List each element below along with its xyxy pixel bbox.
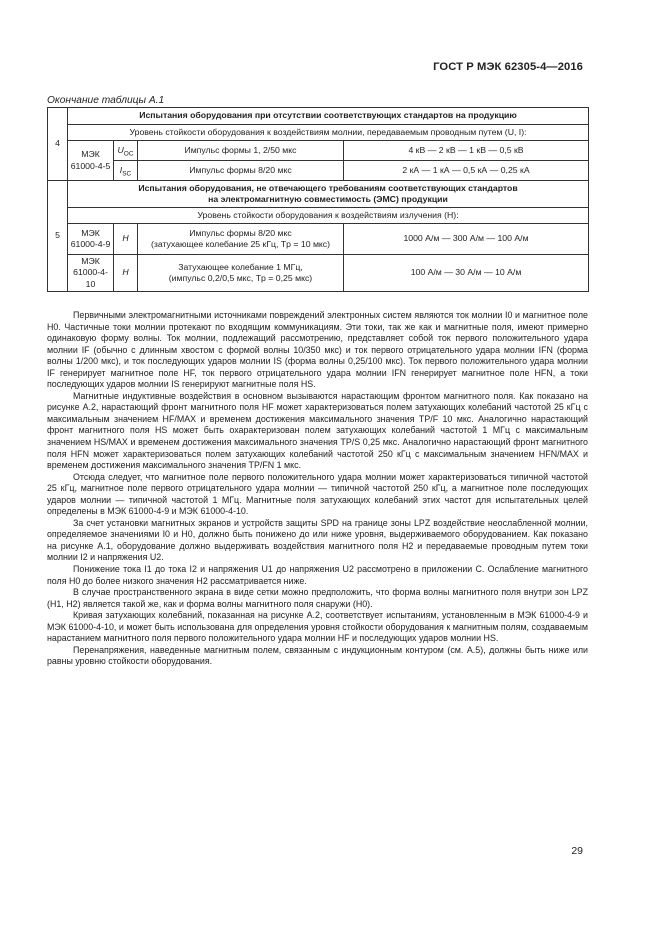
table-row bbox=[48, 224, 589, 255]
body-text bbox=[47, 310, 588, 668]
table-row bbox=[48, 125, 589, 141]
values-cell: 1000 А/м — 300 А/м — 100 А/м bbox=[344, 224, 589, 255]
symbol-cell: H bbox=[114, 224, 138, 255]
symbol-cell: $I_{SC}$ bbox=[114, 161, 138, 181]
paragraph: За счет установки магнитных экранов и устройств защиты SPD на границе зоны LPZ воздействие неослабленной молнии, определяемое значениями I0 и H0, должно быть понижено до или ниже уровня, выдерживаемого оборудованием. Как показано на рисунке А.1, оборудование должно выдерживать воздействия магнитного поля H2 и передаваемые проводным путем токи молнии I2 и напряжения U2. bbox=[47, 517, 588, 563]
page-number: 29 bbox=[571, 845, 583, 857]
standards-table bbox=[47, 107, 589, 292]
table-row bbox=[48, 208, 589, 224]
standard-cell: МЭК 61000-4-9 bbox=[68, 224, 114, 255]
values-cell: 100 А/м — 30 А/м — 10 А/м bbox=[344, 255, 589, 292]
paragraph: Кривая затухающих колебаний, показанная на рисунке А.2, соответствует испытаниям, установленным в МЭК 61000-4-9 и МЭК 61000-4-10, и может быть использована для определения уровня стойкости оборудования к магнитным полям, создаваемым нарастанием магнитного поля первого положительного удара молнии HF и последующих ударов молнии HS. bbox=[47, 610, 588, 644]
section-title: Испытания оборудования при отсутствии соответствующих стандартов на продукцию bbox=[68, 108, 589, 125]
table-row bbox=[48, 181, 589, 208]
table-row bbox=[48, 108, 589, 125]
paragraph: В случае пространственного экрана в виде сетки можно предположить, что форма волны магнитного поля внутри зон LPZ (H1, H2) является такой же, как и форма волны магнитного поля снаружи (H0). bbox=[47, 587, 588, 609]
test-cell: Импульс формы 8/20 мкс bbox=[138, 161, 344, 181]
standard-cell: МЭК 61000-4-10 bbox=[68, 255, 114, 292]
paragraph: Перенапряжения, наведенные магнитным полем, связанным с индукционным контуром (см. А.5), должны быть ниже или равны уровню стойкости оборудования. bbox=[47, 644, 588, 667]
symbol-cell: H bbox=[114, 255, 138, 292]
section-title: Испытания оборудования, не отвечающего требованиям соответствующих стандартов на электромагнитную совместимость (ЭМС) продукции bbox=[68, 181, 589, 208]
section-subtitle: Уровень стойкости оборудования к воздействиям излучения (H): bbox=[68, 208, 589, 224]
symbol-cell: $U_{OC}$ bbox=[114, 141, 138, 161]
values-cell: 2 кА — 1 кА — 0,5 кА — 0,25 кА bbox=[344, 161, 589, 181]
standard-cell: МЭК 61000-4-5 bbox=[68, 141, 114, 181]
section-number: 5 bbox=[48, 181, 68, 292]
paragraph: Понижение тока I1 до тока I2 и напряжения U1 до напряжения U2 рассмотрено в приложении С. Ослабление магнитного поля H0 до более низкого значения H2 рассматривается ниже. bbox=[47, 564, 588, 586]
table-row bbox=[48, 161, 589, 181]
test-cell: Импульс формы 1, 2/50 мкс bbox=[138, 141, 344, 161]
document-header: ГОСТ Р МЭК 62305-4—2016 bbox=[433, 61, 583, 73]
section-number: 4 bbox=[48, 108, 68, 181]
table-row bbox=[48, 255, 589, 292]
paragraph: Магнитные индуктивные воздействия в основном вызываются нарастающим фронтом магнитного поля. Как показано на рисунке А.2, нарастающий фронт магнитного поля HF может характеризоваться полем затухающих колебаний частотой 25 кГц с максимальным значением HF/MAX и временем достижения максимального значения TP/F 10 мкс. Аналогично нарастающий фронт магнитного поля HS может быть охарактеризован полем затухающих колебаний частотой 1 МГц с максимальным значением HS/MAX и временем достижения максимального значения TP/S 0,25 мкс. Аналогично нарастающий фронт магнитного поля HFN может характеризоваться полем затухающих колебаний частотой 250 кГц с максимальным значением HFN/MAX и временем достижения максимального значения TP/FN 1 мкс. bbox=[47, 390, 588, 471]
test-cell: Импульс формы 8/20 мкс (затухающее колебание 25 кГц, Tp = 10 мкс) bbox=[138, 224, 344, 255]
paragraph: Первичными электромагнитными источниками повреждений электронных систем являются ток молнии I0 и магнитное поле H0. Частичные токи молнии протекают по входящим коммуникациям. Эти токи, так же как и магнитные поля, имеют примерно одинаковую форму волны. Ток молнии, подлежащий рассмотрению, представляет собой ток первого положительного удара молнии IF (обычно с длинным хвостом с формой волны 10/350 мкс) и ток первого отрицательного удара молнии IFN (форма волны 1/200 мкс), и ток последующих ударов молнии IS (форма волны 0,25/100 мкс). Ток первого положительного удара молнии IF генерирует магнитное поле HF, ток первого отрицательного удара молнии IFN генерирует магнитное поле HFN, а токи последующих ударов молнии IS генерируют магнитные поля HS. bbox=[47, 310, 588, 390]
section-subtitle: Уровень стойкости оборудования к воздействиям молнии, передаваемым проводным путем (U, I): bbox=[68, 125, 589, 141]
paragraph: Отсюда следует, что магнитное поле первого положительного удара молнии может характеризоваться типичной частотой 25 кГц, магнитное поле первого отрицательного удара молнии — типичной частотой 250 кГц, а магнитное поле последующих ударов молнии — типичной частотой 1 МГц. Магнитные поля затухающих колебаний этих частот для испытательных целей определены в МЭК 61000-4-9 и МЭК 61000-4-10. bbox=[47, 471, 588, 517]
values-cell: 4 кВ — 2 кВ — 1 кВ — 0,5 кВ bbox=[344, 141, 589, 161]
test-cell: Затухающее колебание 1 МГц, (импульс 0,2/0,5 мкс, Tp = 0,25 мкс) bbox=[138, 255, 344, 292]
table-row bbox=[48, 141, 589, 161]
table-caption: Окончание таблицы А.1 bbox=[47, 95, 165, 106]
